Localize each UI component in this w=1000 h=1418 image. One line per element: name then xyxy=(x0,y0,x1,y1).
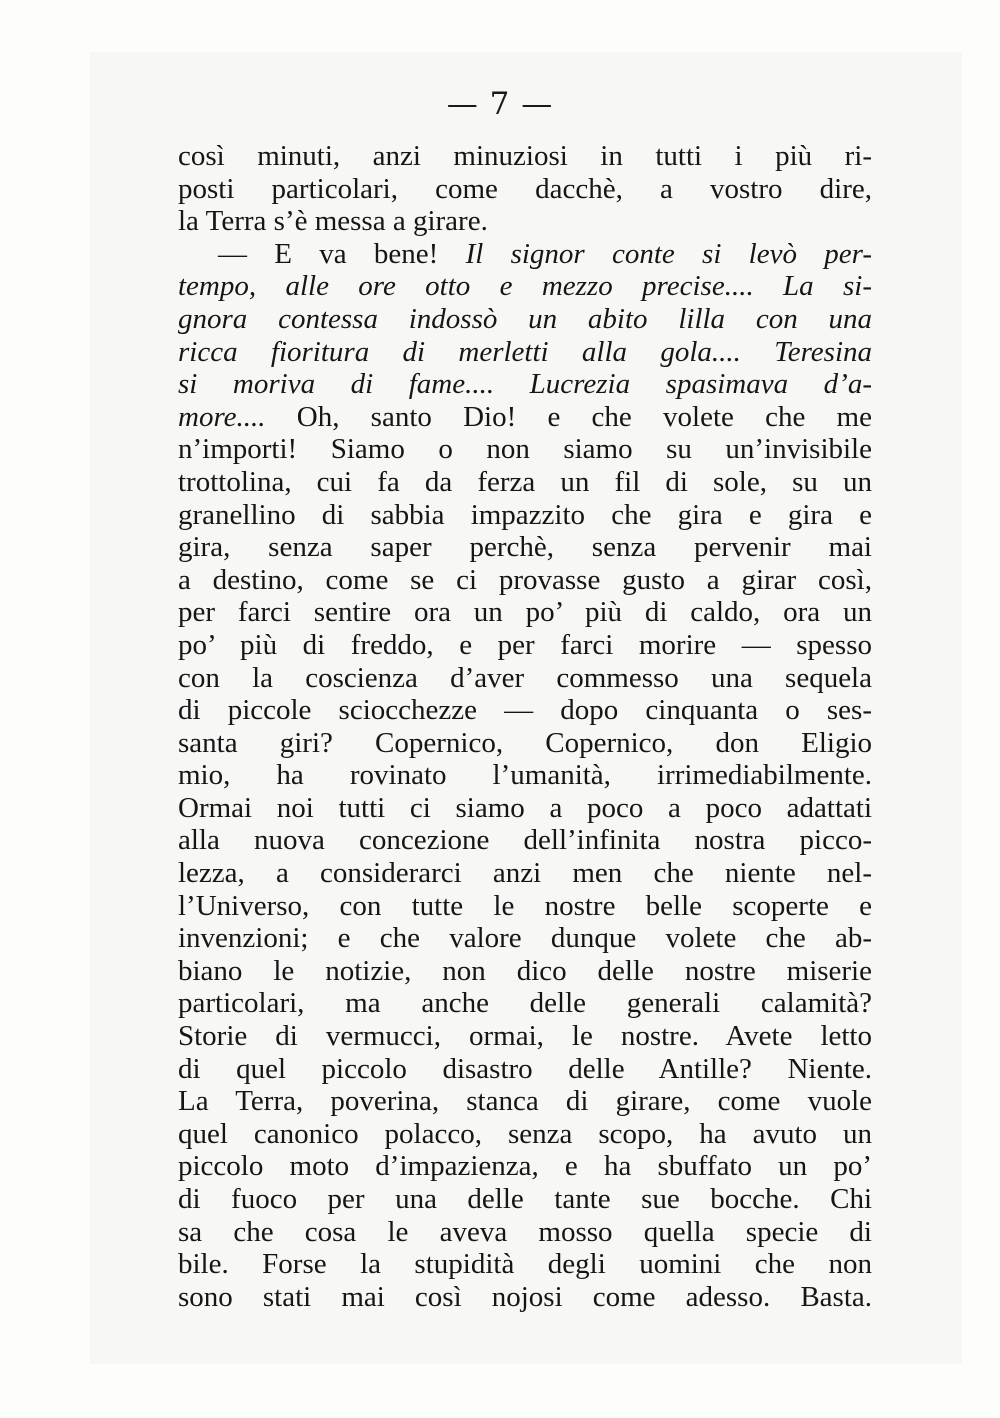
italic-text-span: si moriva di fame.... Lucrezia spasimava d’a- xyxy=(178,368,872,401)
text-span: granellino di sabbia impazzito che gira e gira e xyxy=(178,498,872,531)
italic-text-span: gnora contessa indossò un abito lilla con una xyxy=(178,302,872,335)
text-span: così minuti, anzi minuziosi in tutti i più ri- xyxy=(178,140,872,172)
text-line xyxy=(178,303,872,336)
italic-text-span: more.... xyxy=(178,400,266,433)
text-span: n’importi! Siamo o non siamo su un’invisibile xyxy=(178,433,872,466)
text-line xyxy=(178,1248,872,1281)
text-line xyxy=(178,270,872,303)
text-line xyxy=(178,173,872,206)
text-span: Ormai noi tutti ci siamo a poco a poco adattati xyxy=(178,791,872,824)
text-line xyxy=(178,987,872,1020)
text-line xyxy=(178,1150,872,1183)
text-line xyxy=(178,596,872,629)
text-line xyxy=(178,336,872,369)
text-span: gira, senza saper perchè, senza pervenir mai xyxy=(178,531,872,564)
text-line xyxy=(178,564,872,597)
text-line xyxy=(178,466,872,499)
text-line xyxy=(178,531,872,564)
text-span: bile. Forse la stupidità degli uomini che non xyxy=(178,1248,872,1281)
text-span: la Terra s’è messa a girare. xyxy=(178,205,488,238)
text-span: invenzioni; e che valore dunque volete che ab- xyxy=(178,922,872,955)
text-line xyxy=(178,205,872,238)
text-span: particolari, ma anche delle generali calamità? xyxy=(178,987,872,1020)
text-line xyxy=(178,759,872,792)
text-span: posti particolari, come dacchè, a vostro dire, xyxy=(178,172,872,205)
text-span: La Terra, poverina, stanca di girare, come vuole xyxy=(178,1085,872,1118)
text-line xyxy=(178,1281,872,1314)
italic-text-span: ricca fioritura di merletti alla gola.... Teresina xyxy=(178,335,872,368)
italic-text-span: Il signor conte si levò per- xyxy=(465,237,872,270)
text-line xyxy=(178,1216,872,1249)
text-line xyxy=(178,401,872,434)
text-span: piccolo moto d’impazienza, e ha sbuffato un po’ xyxy=(178,1150,872,1183)
text-span: santa giri? Copernico, Copernico, don Eligio xyxy=(178,726,872,759)
text-line xyxy=(178,662,872,695)
text-line xyxy=(178,1118,872,1151)
text-line xyxy=(178,792,872,825)
text-line xyxy=(178,955,872,988)
text-line xyxy=(178,890,872,923)
text-span: po’ più di freddo, e per farci morire — spesso xyxy=(178,628,872,661)
text-span: mio, ha rovinato l’umanità, irrimediabilmente. xyxy=(178,759,872,792)
text-line xyxy=(178,1183,872,1216)
text-span: l’Universo, con tutte le nostre belle scoperte e xyxy=(178,889,872,922)
text-span: biano le notizie, non dico delle nostre miserie xyxy=(178,954,872,987)
text-line xyxy=(178,727,872,760)
text-line xyxy=(178,1020,872,1053)
text-line xyxy=(178,368,872,401)
text-line xyxy=(178,824,872,857)
text-line xyxy=(178,629,872,662)
text-span: alla nuova concezione dell’infinita nostra picco- xyxy=(178,824,872,857)
text-line xyxy=(178,238,872,271)
text-line xyxy=(178,433,872,466)
text-span: trottolina, cui fa da ferza un fil di sole, su un xyxy=(178,465,872,498)
text-span: sa che cosa le aveva mosso quella specie di xyxy=(178,1215,872,1248)
text-line xyxy=(178,922,872,955)
italic-text-span: tempo, alle ore otto e mezzo precise.... La si- xyxy=(178,270,872,303)
text-span: sono stati mai così nojosi come adesso. Basta. xyxy=(178,1280,872,1313)
text-span: — E va bene! xyxy=(218,237,466,270)
text-span: di fuoco per una delle tante sue bocche. Chi xyxy=(178,1183,872,1215)
text-line xyxy=(178,857,872,890)
text-line xyxy=(178,1053,872,1086)
text-line xyxy=(178,140,872,173)
text-span: quel canonico polacco, senza scopo, ha avuto un xyxy=(178,1117,872,1150)
text-span: per farci sentire ora un po’ più di caldo, ora un xyxy=(178,596,872,629)
body-text xyxy=(178,140,872,1313)
text-span: lezza, a considerarci anzi men che niente nel- xyxy=(178,857,872,890)
text-span: a destino, come se ci provasse gusto a girar così, xyxy=(178,563,872,596)
text-span: Storie di vermucci, ormai, le nostre. Avete letto xyxy=(178,1020,872,1053)
text-span: Oh, santo Dio! e che volete che me xyxy=(265,400,872,433)
text-line xyxy=(178,499,872,532)
text-line xyxy=(178,1085,872,1118)
text-span: di piccole sciocchezze — dopo cinquanta o ses- xyxy=(178,694,872,727)
text-span: di quel piccolo disastro delle Antille? Niente. xyxy=(178,1052,872,1085)
text-span: con la coscienza d’aver commesso una sequela xyxy=(178,661,872,694)
page-number: — 7 — xyxy=(446,86,554,122)
text-line xyxy=(178,694,872,727)
